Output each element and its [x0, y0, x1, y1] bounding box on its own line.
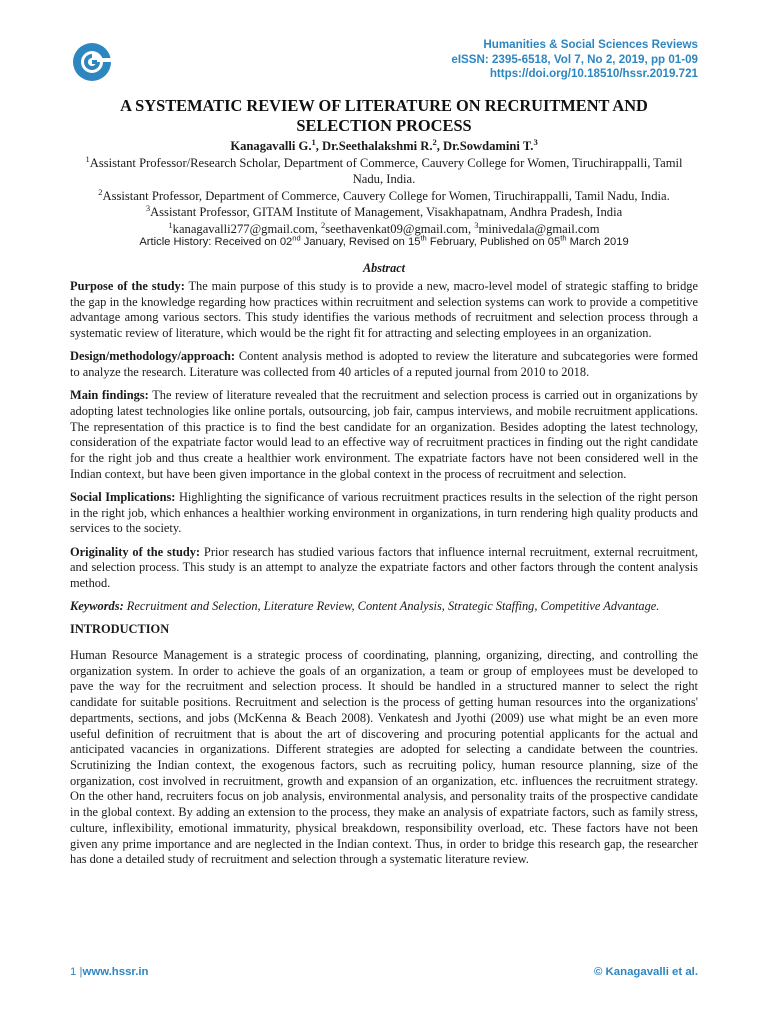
abstract-purpose: Purpose of the study: The main purpose of this study is to provide a new, macro-level model of strategic staffing to bridge the gap in the knowledge regarding how practices within recruitment and selection systems can work to provide a competitive advantage among various sectors. This study identifies the various methods of recruitment and selection process through a systematic review of literature, which would be the right fit for attracting and selecting employees in an organization.	[70, 279, 698, 341]
email-list: $^1$kanagavalli277@gmail.com, $^2$seethavenkat09@gmail.com, $^3$minivedala@gmail.com	[168, 219, 600, 236]
author-sup: 1	[311, 136, 316, 147]
abstract-heading: Abstract	[363, 261, 405, 275]
journal-name: Humanities & Social Sciences Reviews	[483, 38, 698, 51]
author-name: Dr.Sowdamini T.	[443, 139, 534, 153]
abstract-findings: Main findings: The review of literature revealed that the recruitment and selection process is carried out in organizations by adopting latest technologies like online portals, outsourcing, job fair, campus interviews, and mobile recruitment applications. The representation of this practice is to find the best candidate for an organization. Besides adopting the latest technology, consideration of the expatriate factor would lead to an effective way of recruitment practices in finding out the right candidate for the right job and thus create a healthier work environment. The expatriate factors have not been considered well in the Indian context, but have been given importance in the global context in the process of recruitment and selection.	[70, 388, 698, 481]
affiliation-2: $^2$Assistant Professor, Department of Commerce, Cauvery College for Women, Tiruchirappalli, Tamil Nadu, India.	[98, 186, 670, 203]
email-link[interactable]: kanagavalli277@gmail.com,	[172, 221, 321, 236]
page-number: 1	[70, 966, 77, 978]
abstract-implications: Social Implications: Highlighting the significance of various recruitment practices results in the selection of the right person in the right job, which enhances a healthier working environment in organizations, in turn rendering high quality products and services to the society.	[70, 489, 698, 536]
keywords: Keywords: Recruitment and Selection, Literature Review, Content Analysis, Strategic Staffing, Competitive Advantage.	[70, 599, 660, 614]
site-link[interactable]: www.hssr.in	[82, 966, 149, 978]
paper-body	[70, 279, 698, 875]
paper-title	[70, 96, 698, 136]
intro-paragraph: Human Resource Management is a strategic process of coordinating, planning, organizing, directing, and controlling the organization system. In order to achieve the goals of an organization, a team or group of employees must be developed to pave the way for the recruitment and selection process. It should be handled in a structured manner to select the right candidate for suitable positions. Recruitment and selection is the process of getting human resources into the organizations' departments, sections, and jobs (McKenna & Beach 2008). Venkatesh and Jyothi (2009) use what might be an even more useful definition of recruitment that is about the art of discovering and procuring potential applicants for the actual and anticipated vacancies in organizations. Different strategies are adopted for selecting a candidate between the countries. Scrutinizing the Indian context, the exogenous factors, such as recruiting policy, human resource planning, size of the organization, cost involved in recruitment, growth and expansion of an organization, etc. influences the recruitment strategy. On the other hand, recruiters focus on job analysis, environmental analysis, and personality traits of the prospective candidate in the global context. By adding an extension to the process, they make an analysis of expatriate factors, such as family stress, culture, inflexibility, emotional immaturity, physical breakdown, responsibility overload, etc. These factors have not been given any prime importance and are neglected in the Indian context. Thus, in order to bridge this research gap, the researcher has done a detailed study of recruitment and selection through a systematic literature review.	[70, 648, 698, 867]
title-line-2: SELECTION PROCESS	[296, 116, 472, 135]
author-sup: 2	[432, 136, 437, 147]
author-name: Dr.Seethalakshmi R.	[322, 139, 433, 153]
abstract-originality: Originality of the study: Prior research has studied various factors that influence internal recruitment, external recruitment, and selection process. This study is an attempt to analyze the expatriate factors and other factors through the content analysis method.	[70, 544, 698, 590]
email-link[interactable]: seethavenkat09@gmail.com,	[325, 221, 475, 236]
author-sup: 3	[533, 136, 538, 147]
abstract-design: Design/methodology/approach: Content analysis method is adopted to review the literature and subcategories were formed to analyze the research. Literature was collected from 40 articles of a reputed journal from 2010 to 2018.	[70, 349, 698, 380]
journal-g-logo-icon	[68, 42, 116, 82]
intro-heading: INTRODUCTION	[70, 622, 170, 637]
title-line-1: A SYSTEMATIC REVIEW OF LITERATURE ON RECRUITMENT AND	[120, 96, 648, 115]
doi-link[interactable]: https://doi.org/10.18510/hssr.2019.721	[489, 67, 698, 80]
affiliation-1: $^1$Assistant Professor/Research Scholar, Department of Commerce, Cauvery College for Women, Tiruchirappalli, Tamil Nadu, India.	[85, 153, 683, 186]
author-list: Kanagavalli G.$^1$, Dr.Seethalakshmi R.$^2$, Dr.Sowdamini T.$^3$	[230, 136, 538, 153]
author-name: Kanagavalli G.	[230, 139, 312, 153]
journal-header	[451, 38, 698, 82]
author-block	[70, 138, 698, 237]
affiliation-3: $^3$Assistant Professor, GITAM Institute of Management, Visakhapatnam, Andhra Pradesh, India	[145, 202, 623, 219]
page-footer-left: 1 |www.hssr.in	[70, 966, 149, 978]
email-link[interactable]: minivedala@gmail.com	[478, 221, 600, 236]
issn-line: eISSN: 2395-6518, Vol 7, No 2, 2019, pp 01-09	[451, 52, 698, 66]
copyright-notice: © Kanagavalli et al.	[594, 966, 698, 978]
article-history: Article History: Received on 02nd January, Revised on 15th February, Published on 05th March 2019	[139, 233, 629, 248]
